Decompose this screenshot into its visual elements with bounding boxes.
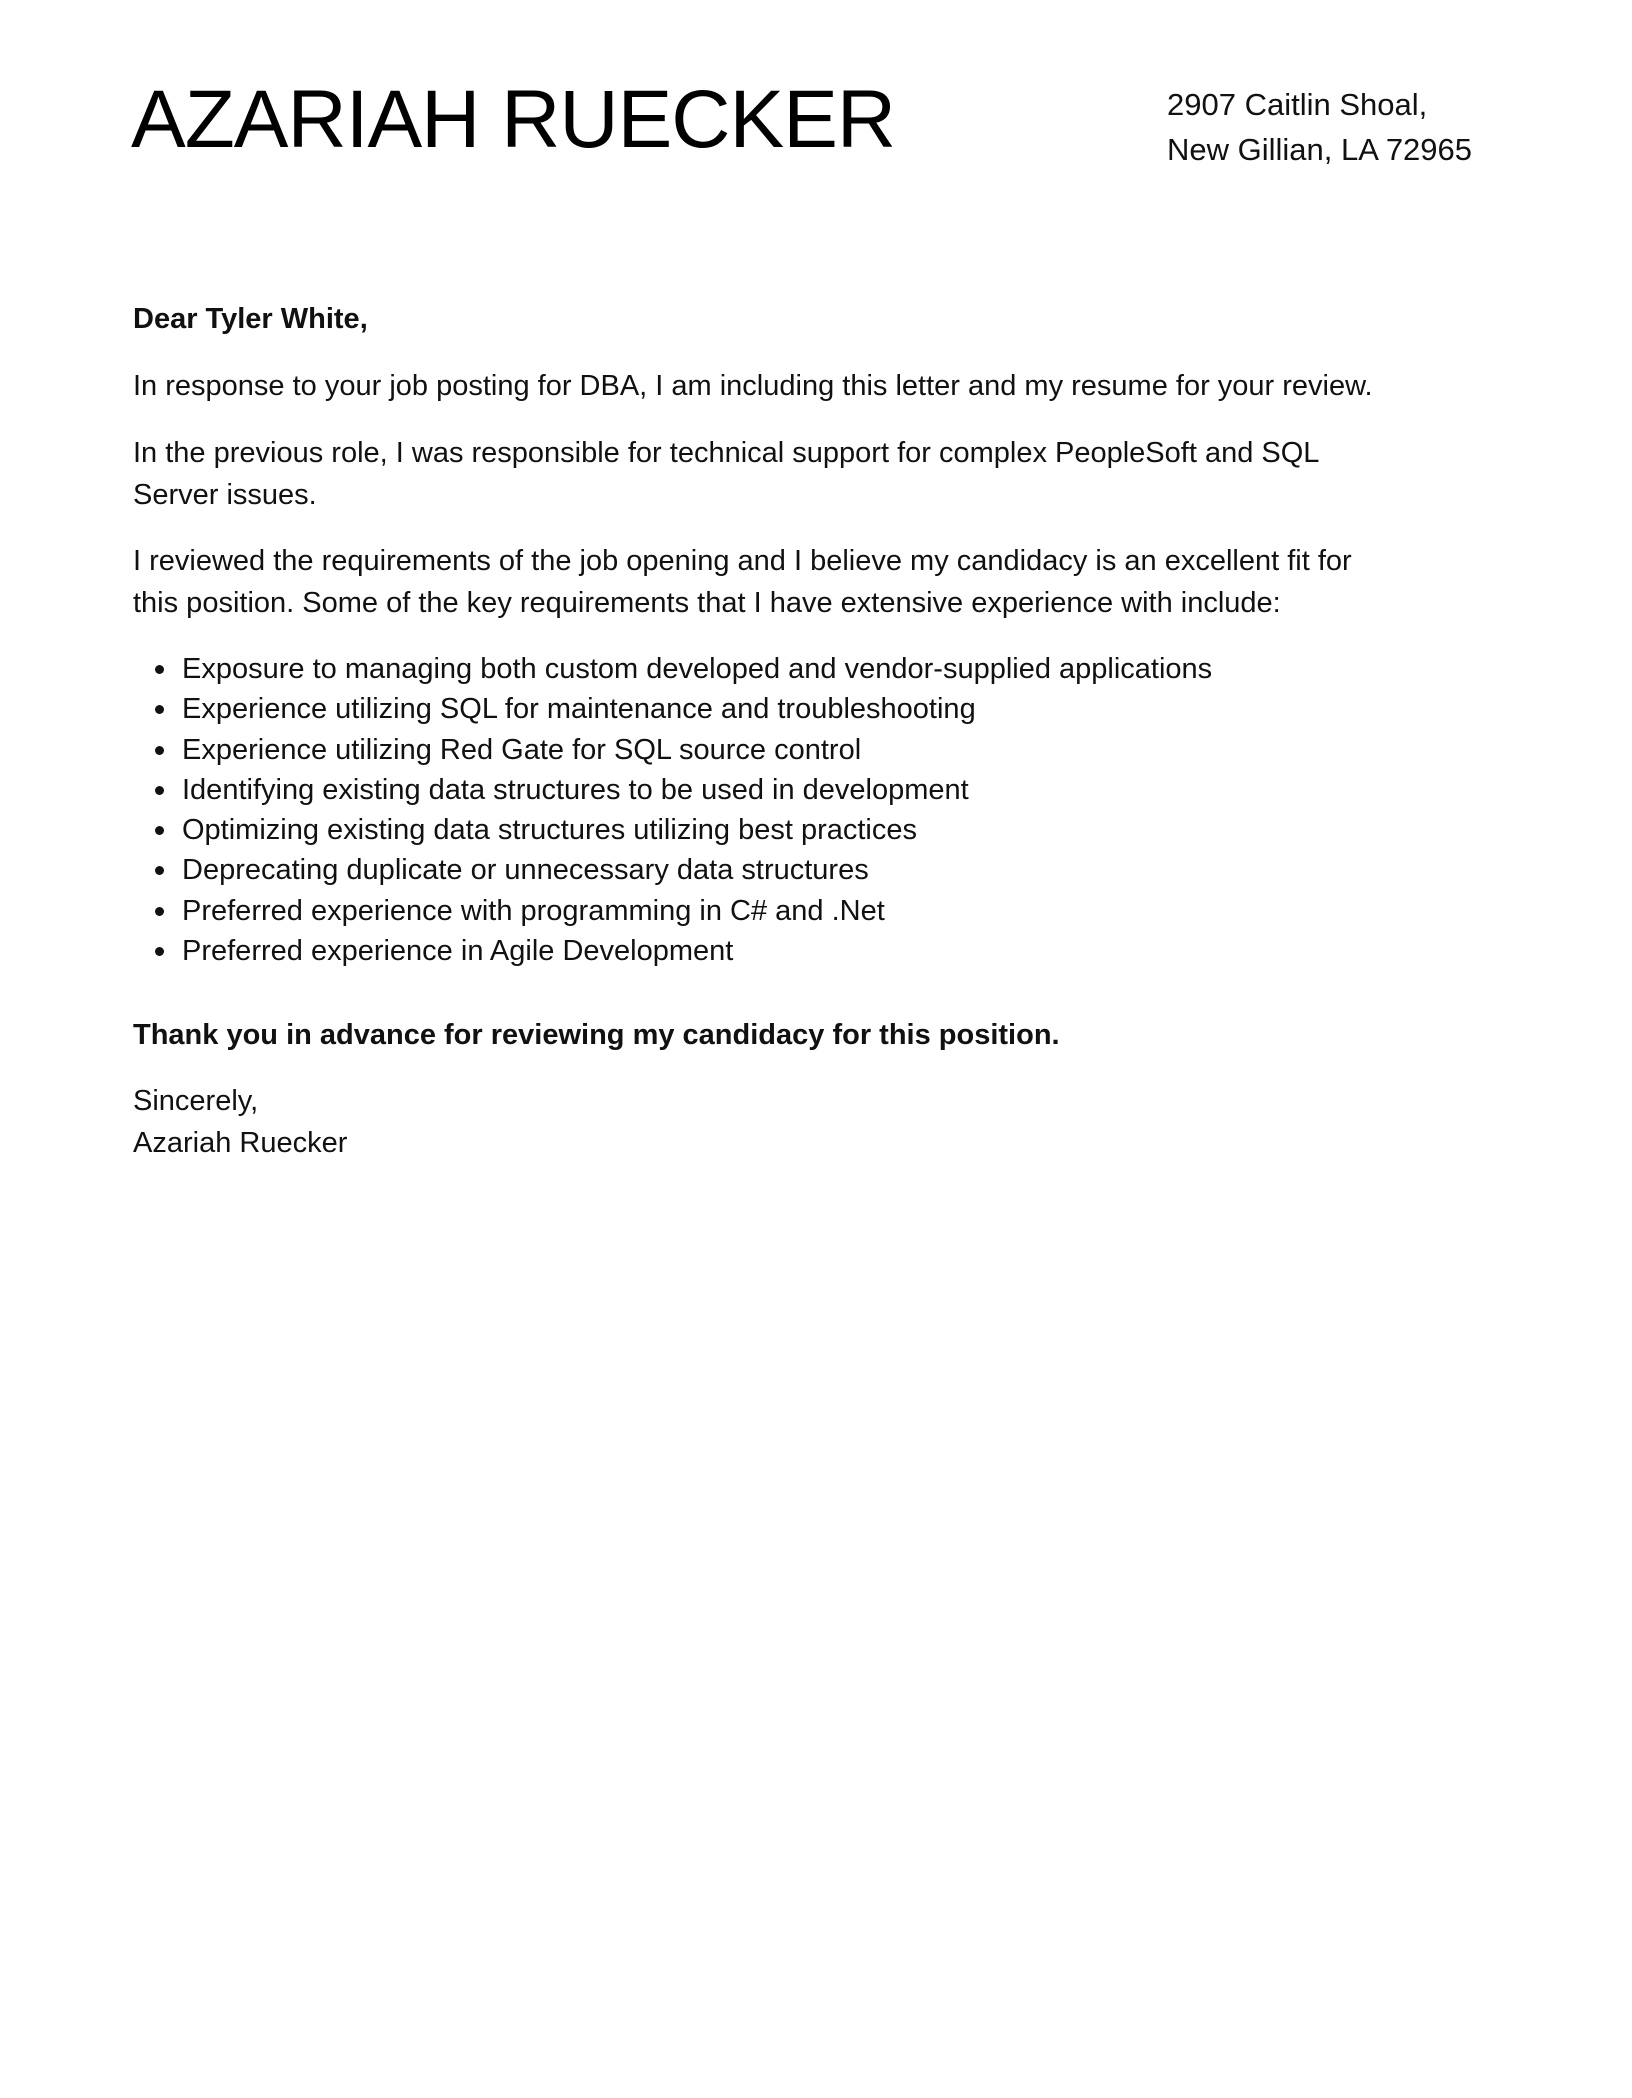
bullet-icon: [155, 786, 164, 795]
paragraph-line: In the previous role, I was responsible for technical support for complex PeopleSoft and SQL: [133, 437, 1320, 469]
paragraph-line: Server issues.: [133, 479, 317, 511]
address-line-2: New Gillian, LA 72965: [1167, 132, 1473, 167]
bullet-icon: [155, 826, 164, 835]
paragraph-previous-role: [133, 432, 1319, 516]
list-item-text: Deprecating duplicate or unnecessary data structures: [182, 854, 869, 887]
requirements-list: [133, 649, 1212, 971]
list-item: [133, 649, 1212, 689]
list-item-text: Preferred experience with programming in C# and .Net: [182, 894, 885, 927]
paragraph-line: I reviewed the requirements of the job opening and I believe my candidacy is an excellent fit for: [133, 545, 1352, 577]
paragraph-requirements-intro: [133, 540, 1352, 624]
closing-statement: Thank you in advance for reviewing my candidacy for this position.: [133, 1019, 1060, 1051]
bullet-icon: [155, 947, 164, 956]
bullet-icon: [155, 705, 164, 714]
list-item: [133, 689, 1212, 729]
signoff: Sincerely,: [133, 1085, 259, 1117]
list-item: [133, 891, 1212, 931]
paragraph-intro: [133, 365, 1373, 407]
bullet-icon: [155, 665, 164, 674]
list-item-text: Optimizing existing data structures utilizing best practices: [182, 814, 917, 847]
signature-name: Azariah Ruecker: [133, 1127, 348, 1159]
list-item: [133, 770, 1212, 810]
list-item-text: Identifying existing data structures to be used in development: [182, 773, 969, 806]
salutation: Dear Tyler White,: [133, 303, 368, 335]
bullet-icon: [155, 866, 164, 875]
list-item: [133, 810, 1212, 850]
list-item-text: Preferred experience in Agile Development: [182, 935, 734, 968]
address-line-1: 2907 Caitlin Shoal,: [1167, 87, 1428, 122]
paragraph-line: In response to your job posting for DBA, I am including this letter and my resume for your review.: [133, 370, 1373, 402]
signoff-block: [133, 1080, 347, 1164]
bullet-icon: [155, 746, 164, 755]
list-item-text: Exposure to managing both custom developed and vendor-supplied applications: [182, 653, 1213, 685]
applicant-address: [1167, 82, 1472, 172]
list-item-text: Experience utilizing Red Gate for SQL source control: [182, 733, 862, 766]
list-item: [133, 931, 1212, 971]
list-item: [133, 730, 1212, 770]
paragraph-line: this position. Some of the key requirements that I have extensive experience with include:: [133, 587, 1281, 619]
list-item: [133, 850, 1212, 890]
list-item-text: Experience utilizing SQL for maintenance and troubleshooting: [182, 693, 976, 726]
applicant-name: AZARIAH RUECKER: [131, 74, 896, 165]
bullet-icon: [155, 907, 164, 916]
